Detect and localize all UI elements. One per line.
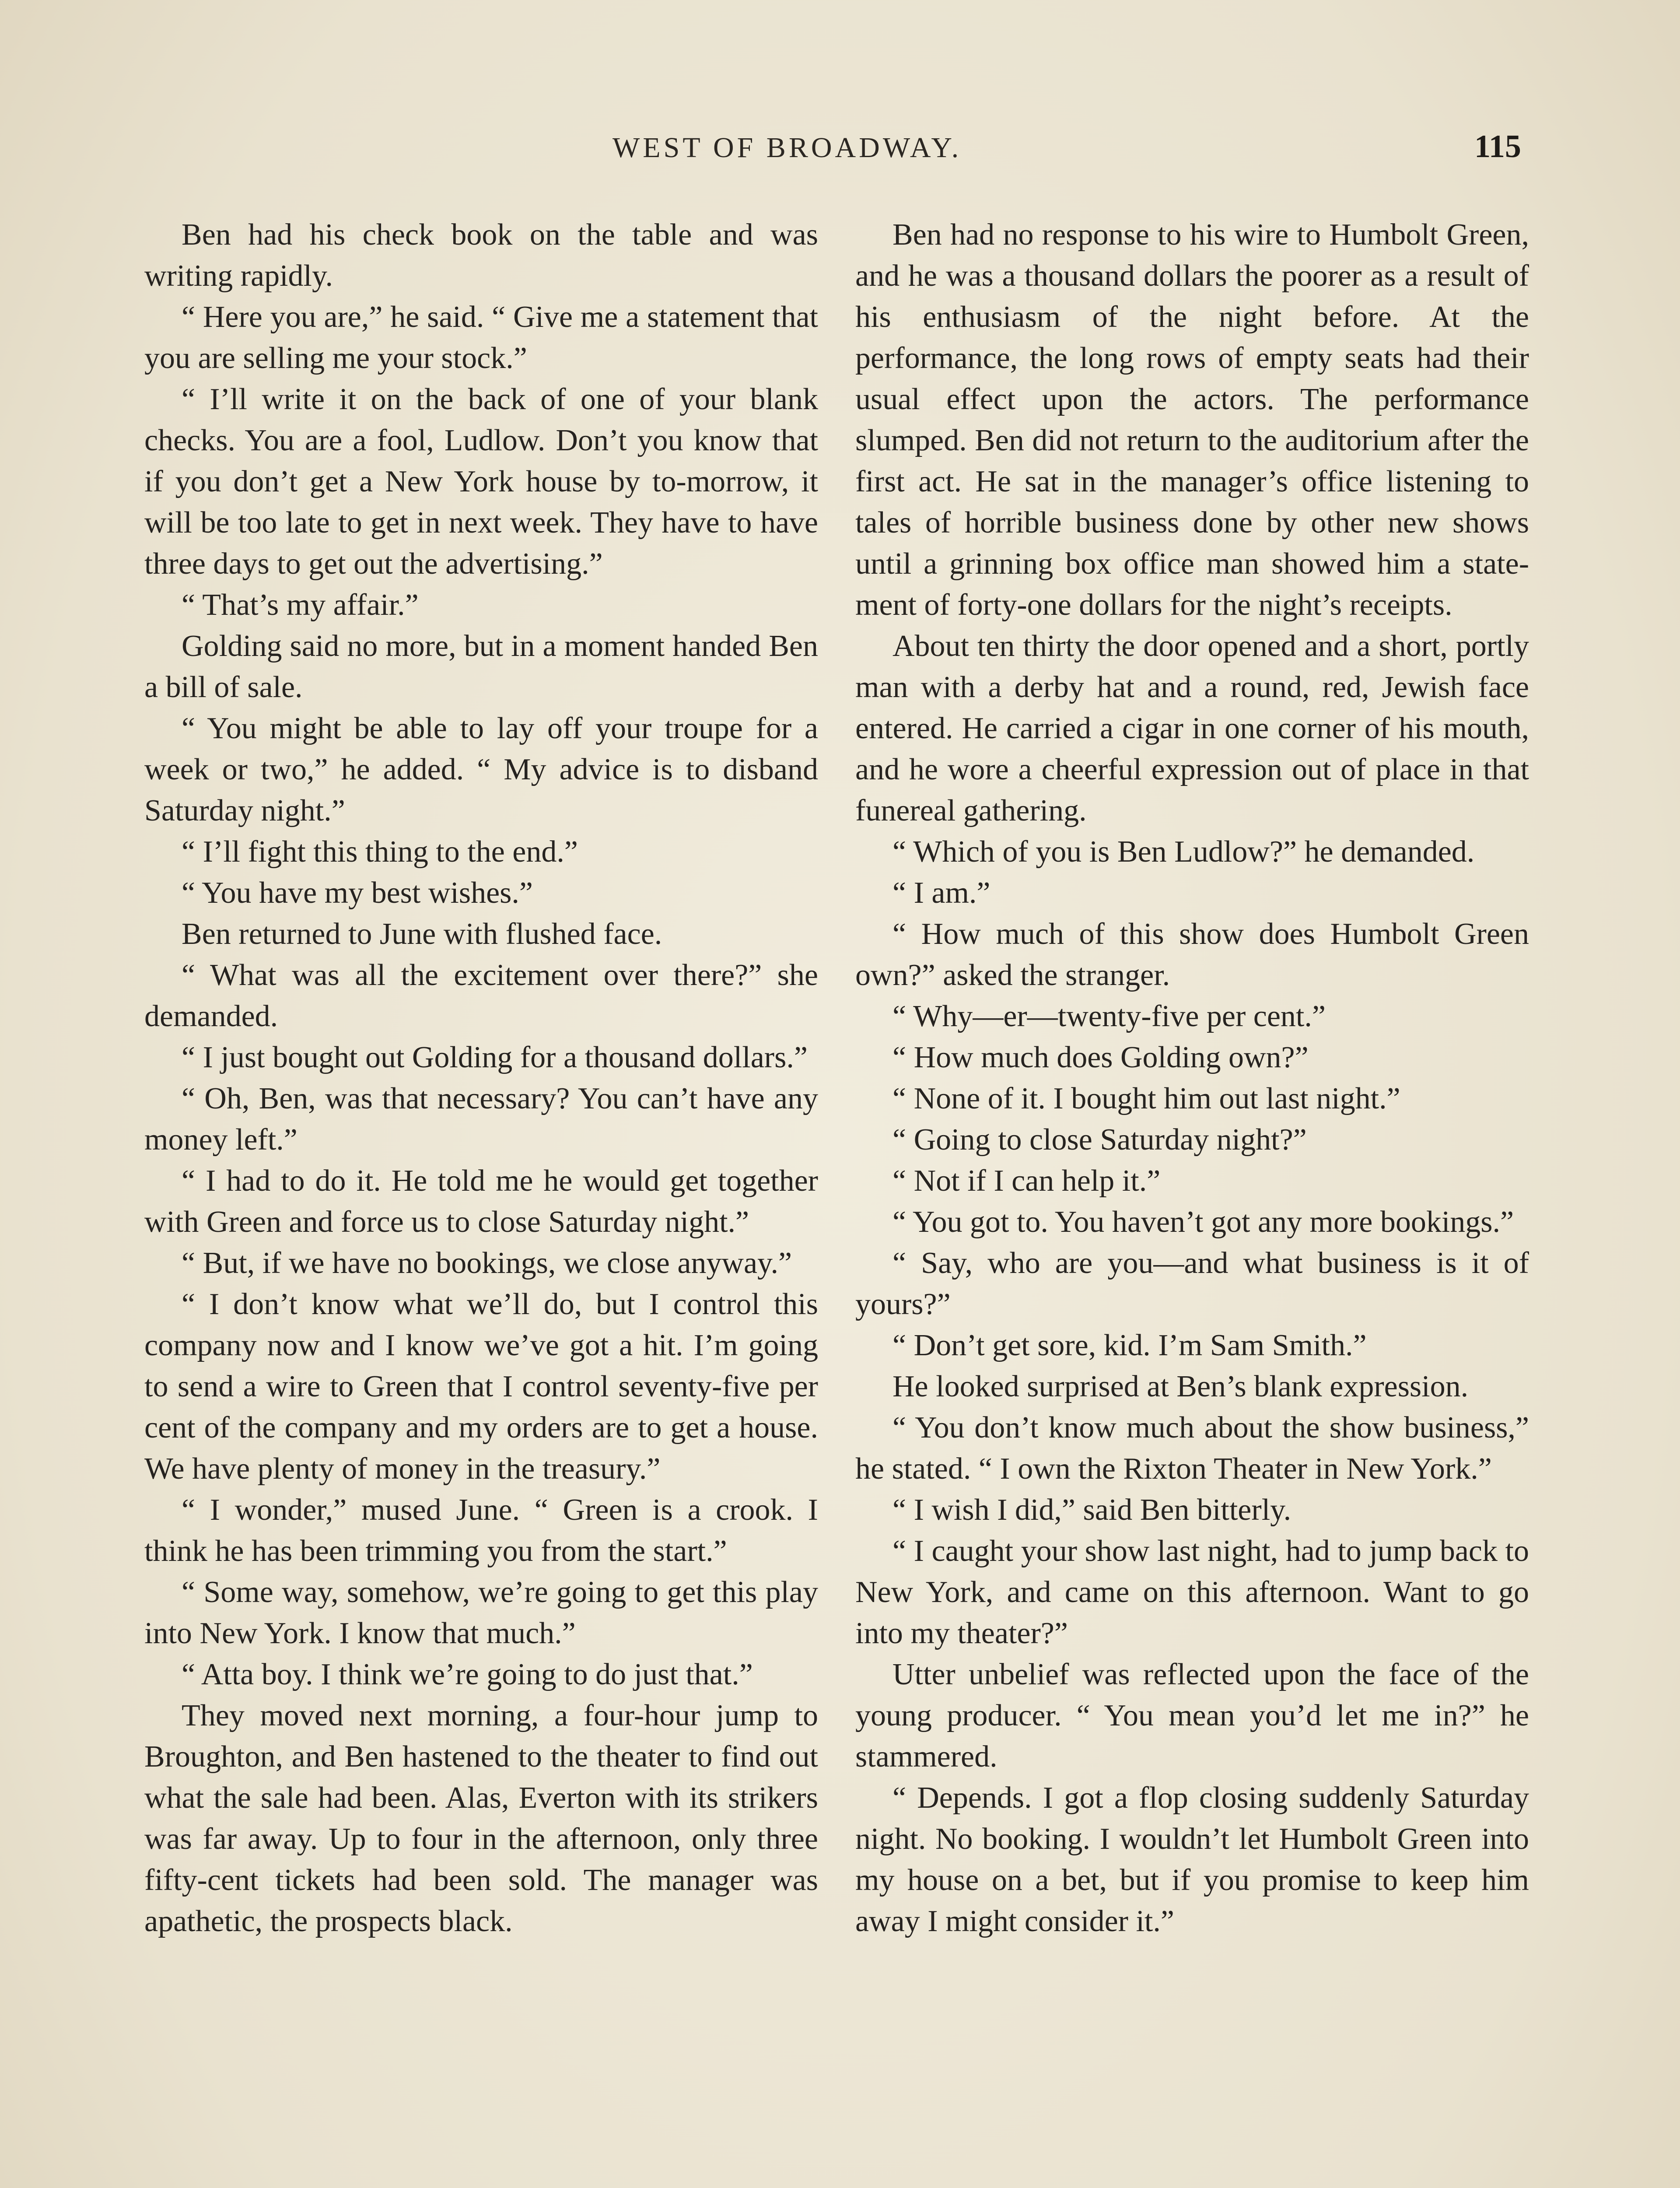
paragraph: “ You got to. You haven’t got any more bookings.” [892, 1205, 1514, 1239]
paragraph: About ten thirty the door opened and a short, portly man with a derby hat and a round, red, Jewish face entered. He carried a cigar in one corner of his mouth, and he wore a cheerful expression out of place in that funereal gathering. [855, 629, 1529, 828]
paragraph: “ I just bought out Golding for a thousand dollars.” [182, 1041, 808, 1074]
paragraph: “ I am.” [892, 876, 990, 910]
paragraph: “ I wonder,” mused June. “ Green is a crook. I think he has been trimming you from the start.” [144, 1493, 818, 1568]
paragraph: “ You have my best wishes.” [182, 876, 533, 910]
paragraph: “ What was all the excitement over there?” she demanded. [144, 958, 818, 1033]
paragraph: “ You might be able to lay off your troupe for a week or two,” he added. “ My advice is to disband Saturday night.” [144, 712, 818, 828]
paragraph: “ Depends. I got a flop closing suddenly Saturday night. No booking. I wouldn’t let Humbolt Green into my house on a bet, but if you promise to keep him away I might consider it.” [855, 1781, 1529, 1938]
running-head-title: WEST OF BROADWAY. [612, 132, 962, 164]
paragraph: Utter unbelief was reflected upon the face of the young producer. “ You mean you’d let me in?” he stammered. [855, 1658, 1529, 1774]
paragraph: “ Not if I can help it.” [892, 1164, 1161, 1198]
paragraph: He looked surprised at Ben’s blank expression. [892, 1370, 1469, 1403]
paragraph: “ Why—er—twenty-five per cent.” [892, 999, 1326, 1033]
paragraph: “ How much of this show does Humbolt Green own?” asked the stranger. [855, 917, 1529, 992]
paragraph: “ I caught your show last night, had to jump back to New York, and came on this afternoon. Want to go into my theater?” [855, 1534, 1529, 1650]
paragraph: “ That’s my affair.” [182, 588, 419, 622]
paragraph: “ I don’t know what we’ll do, but I control this company now and I know we’ve got a hit. I’m going to send a wire to Green that I control seventy-five per cent of the company and my orders are to get a house. We have plenty of money in the treasury.” [144, 1287, 818, 1486]
paragraph: Ben returned to June with flushed face. [182, 917, 662, 951]
paragraph: “ You don’t know much about the show business,” he stated. “ I own the Rixton Theater in New York.” [855, 1411, 1529, 1486]
paragraph: “ I’ll fight this thing to the end.” [182, 835, 578, 869]
right-text-column [855, 214, 1529, 1942]
paragraph: “ I’ll write it on the back of one of your blank checks. You are a fool, Ludlow. Don’t you know that if you don’t get a New York house by to-morrow, it will be too late to get in next week. They have to have three days to get out the advertising.” [144, 382, 818, 581]
paragraph: “ Which of you is Ben Ludlow?” he demanded. [892, 835, 1475, 869]
paragraph: “ I had to do it. He told me he would get together with Green and force us to close Saturday night.” [144, 1164, 818, 1239]
page-number: 115 [1474, 129, 1521, 165]
paragraph: “ Oh, Ben, was that necessary? You can’t have any money left.” [144, 1082, 818, 1157]
paragraph: “ I wish I did,” said Ben bitterly. [892, 1493, 1292, 1527]
paragraph: They moved next morning, a four-hour jump to Broughton, and Ben hastened to the theater to find out what the sale had been. Alas, Everton with its strikers was far away. Up to four in the afternoon, only three fifty-cent tickets had been sold. The manager was apathetic, the prospects black. [144, 1699, 818, 1938]
paragraph: “ None of it. I bought him out last night.” [892, 1082, 1400, 1115]
paragraph: “ Some way, somehow, we’re going to get this play into New York. I know that much.” [144, 1575, 818, 1650]
paragraph: “ Atta boy. I think we’re going to do just that.” [182, 1658, 753, 1691]
paragraph: “ But, if we have no bookings, we close anyway.” [182, 1246, 792, 1280]
paragraph: “ Don’t get sore, kid. I’m Sam Smith.” [892, 1329, 1367, 1362]
paragraph: “ Going to close Saturday night?” [892, 1123, 1307, 1157]
paragraph: Golding said no more, but in a moment handed Ben a bill of sale. [144, 629, 818, 704]
paragraph: “ Here you are,” he said. “ Give me a statement that you are selling me your stock.” [144, 300, 818, 375]
paragraph: Ben had no response to his wire to Humbolt Green, and he was a thousand dollars the poorer as a result of his enthusiasm of the night before. At the performance, the long rows of empty seats had their usual effect upon the actors. The performance slumped. Ben did not return to the auditorium after the first act. He sat in the manager’s office listening to tales of horrible business done by other new shows until a grinning box office man showed him a statement of forty-one dollars for the night’s receipts. [855, 218, 1529, 622]
left-text-column [144, 214, 818, 1942]
paragraph: Ben had his check book on the table and was writing rapidly. [144, 218, 818, 293]
paragraph: “ Say, who are you—and what business is it of yours?” [855, 1246, 1529, 1321]
paragraph: “ How much does Golding own?” [892, 1041, 1309, 1074]
